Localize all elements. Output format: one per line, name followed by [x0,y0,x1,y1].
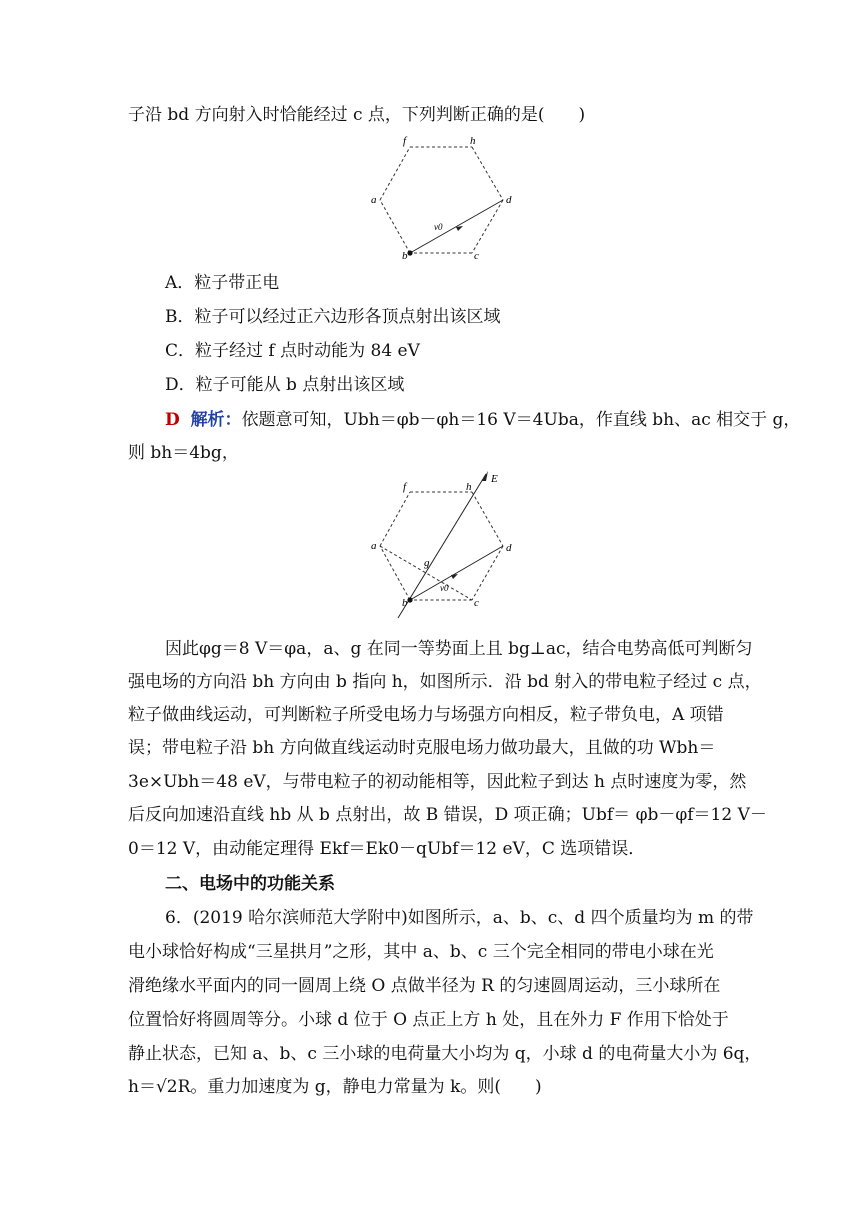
option-b: B．粒子可以经过正六边形各顶点射出该区域 [165,307,501,327]
vertex-label-d2: d [506,542,512,554]
question6-line-5: 静止状态，已知 a、b、c 三小球的电荷量大小均为 q，小球 d 的电荷量大小为 6q， [128,1044,762,1064]
explanation-line-5: 3e×Ubh＝48 eV，与带电粒子的初动能相等，因此粒子到达 h 点时速度为零，然 [128,772,747,792]
explanation-line-1: 因此φg＝8 V＝φa，a、g 在同一等势面上且 bg⊥ac，结合电势高低可判断匀 [165,639,753,659]
answer-letter: D [165,410,180,430]
particle-dot-2 [407,597,412,602]
hexagon-figure-1 [370,132,520,262]
explanation-line-4: 误；带电粒子沿 bh 方向做直线运动时克服电场力做功最大，且做的功 Wbh＝ [128,738,716,758]
option-d: D．粒子可能从 b 点射出该区域 [165,375,405,395]
question6-line-3: 滑绝缘水平面内的同一圆周上绕 O 点做半径为 R 的匀速圆周运动，三小球所在 [128,976,721,996]
vertex-label-b: b [402,250,408,262]
explanation-line-3: 粒子做曲线运动，可判断粒子所受电场力与场强方向相反，粒子带负电，A 项错 [128,705,724,725]
particle-dot [407,250,412,255]
question5-stem: 子沿 bd 方向射入时恰能经过 c 点，下列判断正确的是( ) [128,105,586,125]
vertex-label-f2: f [403,481,407,493]
answer-line-1: D 解析：依题意可知，Ubh＝φb－φh＝16 V＝4Uba，作直线 bh、ac 相交于 g， [165,410,801,430]
velocity-label-2: v0 [440,583,449,593]
vertex-label-a2: a [371,540,377,552]
answer-line-2: 则 bh＝4bg， [128,443,239,463]
vertex-label-b2: b [402,597,408,609]
vertex-label-c: c [474,250,479,262]
section-heading: 二、电场中的功能关系 [165,874,335,894]
explanation-line-2: 强电场的方向沿 bh 方向由 b 指向 h，如图所示．沿 bd 射入的带电粒子经过 c 点， [128,672,762,692]
field-label: E [491,473,498,485]
velocity-arrow-2 [410,546,503,600]
answer-tag: 解析： [190,410,242,430]
explanation-line-6: 后反向加速沿直线 hb 从 b 点射出，故 B 错误，D 项正确；Ubf＝ φb－φf＝12 V－ [128,805,767,825]
vertex-label-f: f [403,135,407,147]
hexagon-figure-2 [370,468,520,620]
explanation-line-7: 0＝12 V，由动能定理得 Ekf＝Ek0－qUbf＝12 eV，C 选项错误． [128,839,646,859]
vertex-label-h2: h [466,481,472,493]
velocity-label: v0 [434,222,443,232]
velocity-arrow [410,200,503,253]
option-a: A．粒子带正电 [165,273,280,293]
vertex-label-a: a [371,194,377,206]
vertex-label-g2: g [424,557,430,569]
question6-line-4: 位置恰好将圆周等分。小球 d 位于 O 点正上方 h 处，且在外力 F 作用下恰处于 [128,1010,729,1030]
vertex-label-h: h [470,135,476,147]
option-c: C．粒子经过 f 点时动能为 84 eV [165,341,420,361]
question6-line-2: 电小球恰好构成“三星拱月”之形，其中 a、b、c 三个完全相同的带电小球在光 [128,942,714,962]
vertex-label-d: d [506,194,512,206]
vertex-label-c2: c [474,597,479,609]
question6-line-1: 6．(2019 哈尔滨师范大学附中)如图所示，a、b、c、d 四个质量均为 m 的带 [165,908,754,928]
field-line-E [398,474,486,618]
question6-line-6: h＝√2R。重力加速度为 g，静电力常量为 k。则( ) [128,1077,542,1097]
